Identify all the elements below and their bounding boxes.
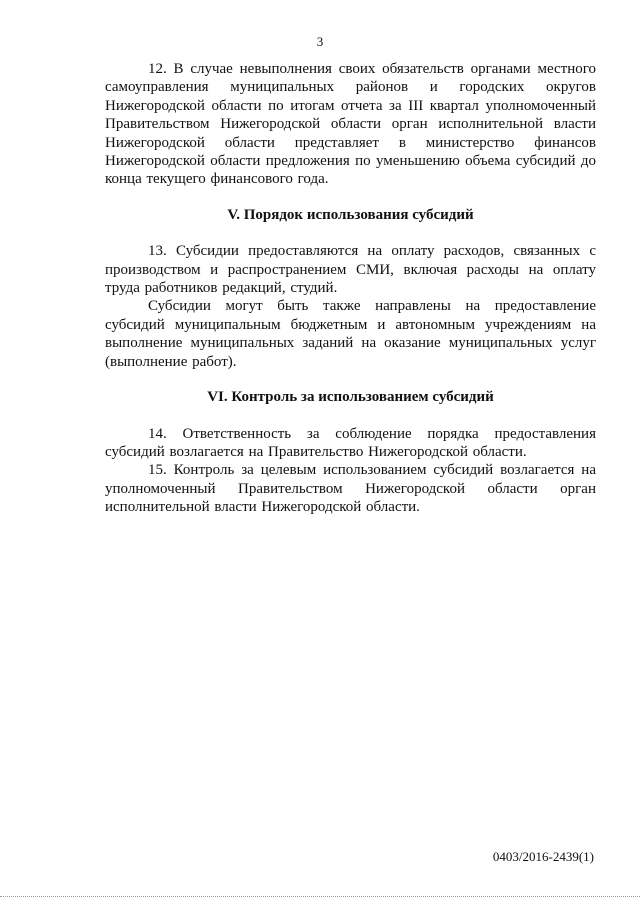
- section-6-heading: VI. Контроль за использованием субсидий: [207, 389, 494, 406]
- page-number: 3: [316, 34, 324, 49]
- section-5-heading: V. Порядок использования субсидий: [227, 206, 474, 223]
- paragraph-13: 13. Субсидии предоставляются на оплату расходов, связанных с производством и распространением СМИ, включая расходы на оплату труда работников редакций, студий.: [105, 243, 596, 297]
- paragraph-12: 12. В случае невыполнения своих обязательств органами местного самоуправления муниципальных районов и городских округов Нижегородской области по итогам отчета за III квартал уполномоченный Правительством Нижегородской области орган исполнительной власти Нижегородской области представляет в министерство финансов Нижегородской области предложения по уменьшению объема субсидий до конца текущего финансового года.: [105, 61, 596, 188]
- document-body: [105, 60, 596, 517]
- paragraph-14: 14. Ответственность за соблюдение порядка предоставления субсидий возлагается на Правительство Нижегородской области.: [105, 425, 596, 460]
- scan-edge-line: [0, 896, 640, 897]
- paragraph-15: 15. Контроль за целевым использованием субсидий возлагается на уполномоченный Правительством Нижегородской области орган исполнительной власти Нижегородской области.: [105, 462, 596, 516]
- document-code: 0403/2016-2439(1): [492, 849, 594, 864]
- paragraph-13-continuation: Субсидии могут быть также направлены на предоставление субсидий муниципальным бюджетным и автономным учреждениям на выполнение муниципальных заданий на оказание муниципальных услуг (выполнение работ).: [105, 298, 596, 370]
